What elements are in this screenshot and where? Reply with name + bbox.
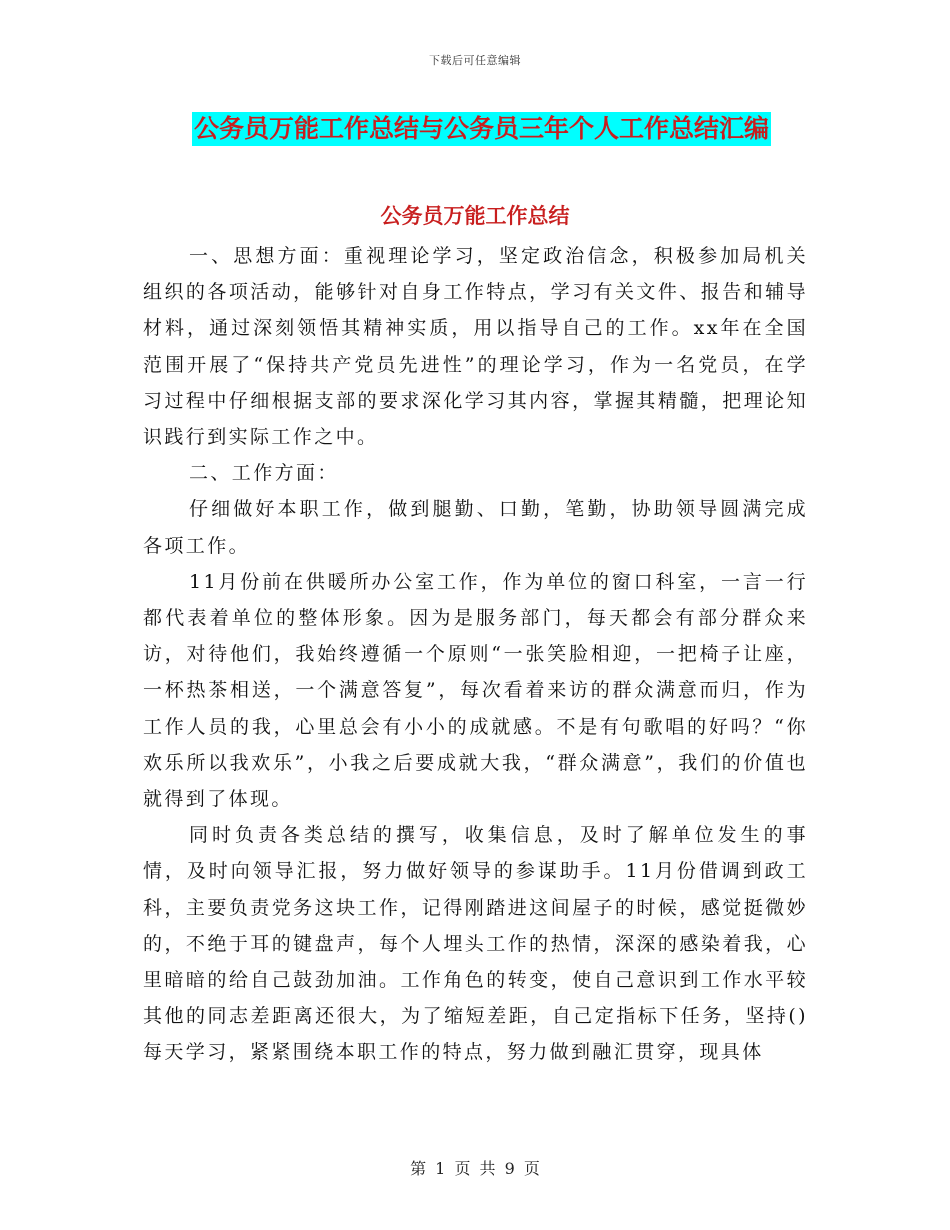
body-paragraph: 同时负责各类总结的撰写，收集信息，及时了解单位发生的事情，及时向领导汇报，努力做好领导的参谋助手。11月份借调到政工科，主要负责党务这块工作，记得刚踏进这间屋子的时候，感觉挺微妙的，不绝于耳的键盘声，每个人埋头工作的热情，深深的感染着我，心里暗暗的给自己鼓劲加油。工作角色的转变，使自己意识到工作水平较其他的同志差距离还很大，为了缩短差距，自己定指标下任务，坚持()每天学习，紧紧围绕本职工作的特点，努力做到融汇贯穿，现具体 [143, 824, 808, 1064]
body-paragraph: 一、思想方面：重视理论学习，坚定政治信念，积极参加局机关组织的各项活动，能够针对自身工作特点，学习有关文件、报告和辅导材料，通过深刻领悟其精神实质，用以指导自己的工作。xx年在全国范围开展了“保持共产党员先进性”的理论学习，作为一名党员，在学习过程中仔细根据支部的要求深化学习其内容，掌握其精髓，把理论知识践行到实际工作之中。 [143, 245, 808, 449]
body-paragraph: 二、工作方面： [189, 462, 339, 485]
body-paragraph: 仔细做好本职工作，做到腿勤、口勤，笔勤，协助领导圆满完成各项工作。 [143, 498, 808, 557]
document-title: 公务员万能工作总结与公务员三年个人工作总结汇编 [192, 112, 771, 146]
document-title-block [192, 112, 771, 146]
page-header-note: 下载后可任意编辑 [429, 54, 521, 67]
document-body [143, 238, 808, 1071]
page-number: 第 1 页 共 9 页 [410, 1159, 540, 1178]
section-title: 公务员万能工作总结 [380, 204, 570, 228]
body-paragraph: 11月份前在供暖所办公室工作，作为单位的窗口科室，一言一行都代表着单位的整体形象。因为是服务部门，每天都会有部分群众来访，对待他们，我始终遵循一个原则“一张笑脸相迎，一把椅子让座，一杯热茶相送，一个满意答复”，每次看着来访的群众满意而归，作为工作人员的我，心里总会有小小的成就感。不是有句歌唱的好吗？“你欢乐所以我欢乐”，小我之后要成就大我，“群众满意”，我们的价值也就得到了体现。 [143, 570, 808, 811]
